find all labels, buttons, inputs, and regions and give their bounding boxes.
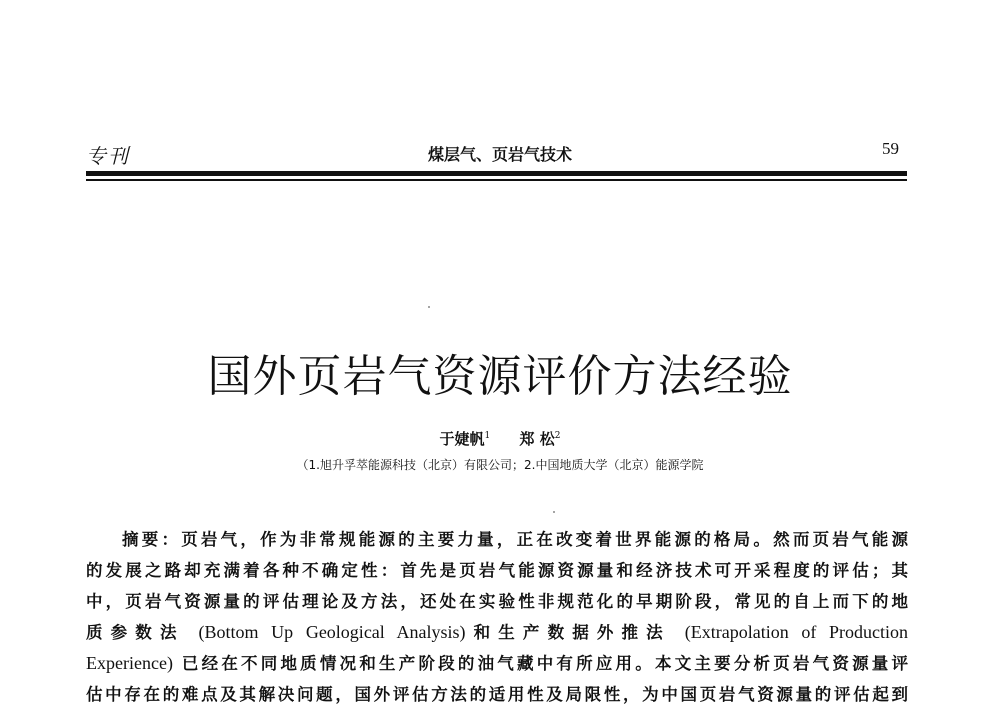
abstract-line [86, 617, 908, 648]
abstract-term-en: Experience) [86, 653, 173, 673]
abstract-term-en: (Bottom Up Geological Analysis) [198, 622, 466, 642]
author-name: 郑 松 [519, 430, 555, 448]
page-number: 59 [882, 139, 899, 158]
author-mark: 2 [554, 431, 561, 441]
abstract-line: 摘要：页岩气，作为非常规能源的主要力量，正在改变着世界能源的格局。然而页岩气能源 [122, 530, 908, 549]
abstract-line: 估中存在的难点及其解决问题，国外评估方法的适用性及局限性，为中国页岩气资源量的评估起到 [86, 685, 908, 704]
scan-speck [553, 511, 555, 513]
header-rule-thin [86, 179, 907, 181]
scan-speck [428, 306, 430, 308]
abstract-text: 已经在不同地质情况和生产阶段的油气藏中有所应用。本文主要分析页岩气资源量评 [181, 654, 909, 673]
affiliation: （1.旭升孚萃能源科技（北京）有限公司；2.中国地质大学（北京）能源学院 [296, 458, 704, 472]
section-label: 专刊 [86, 144, 130, 168]
abstract-text: 质参数法 [86, 623, 185, 642]
author-name: 于婕帆 [439, 430, 485, 448]
author-line [0, 428, 1000, 449]
abstract-line: 的发展之路却充满着各种不确定性：首先是页岩气能源资源量和经济技术可开采程度的评估；其 [86, 561, 908, 580]
abstract [86, 524, 908, 710]
header-rule-thick [86, 171, 907, 176]
abstract-term-en: (Extrapolation of Production [684, 622, 908, 642]
article-title: 国外页岩气资源评价方法经验 [207, 351, 793, 402]
running-title: 煤层气、页岩气技术 [427, 145, 572, 164]
author-mark: 1 [484, 431, 491, 441]
abstract-line [86, 648, 908, 679]
abstract-text: 和生产数据外推法 [465, 623, 671, 642]
abstract-line: 中，页岩气资源量的评估理论及方法，还处在实验性非规范化的早期阶段，常见的自上而下的地 [86, 592, 908, 611]
